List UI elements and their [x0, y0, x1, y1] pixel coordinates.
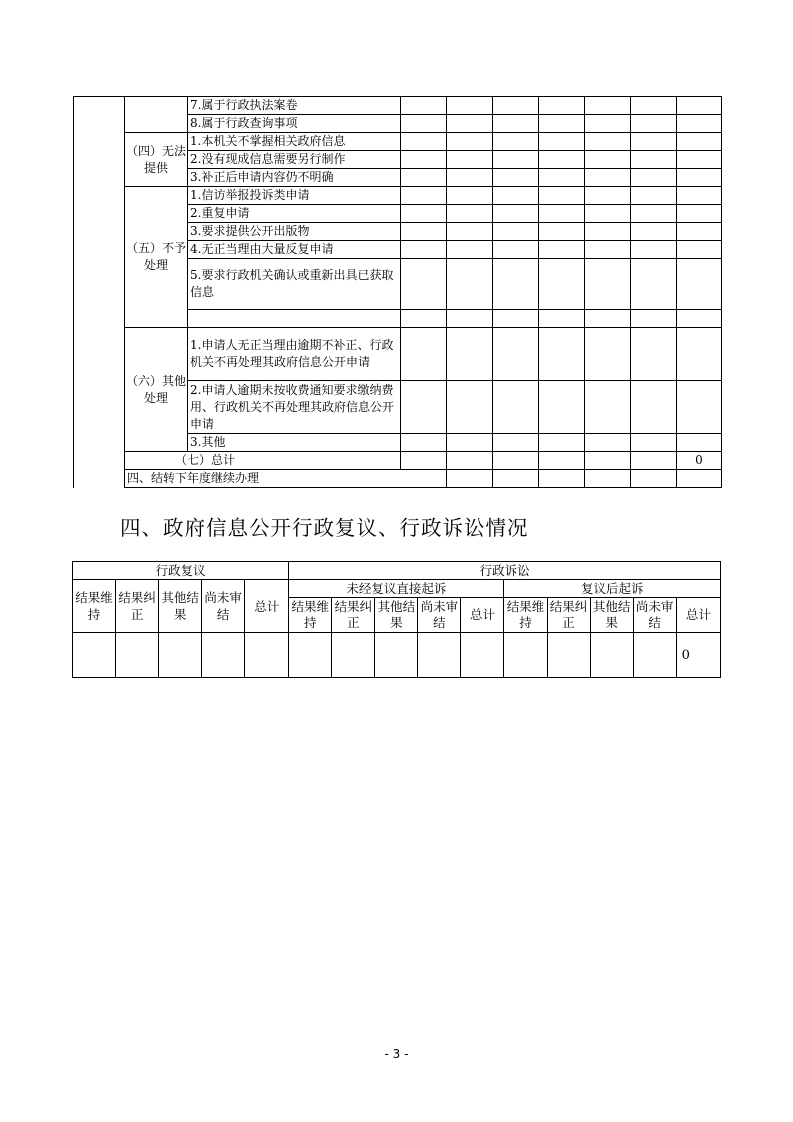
col-header: 结果纠正: [116, 580, 159, 633]
row-label: 2.重复申请: [188, 205, 401, 223]
section-title: 四、政府信息公开行政复议、行政诉讼情况: [120, 516, 529, 540]
row-label: 3.其他: [188, 434, 401, 452]
table-row: [74, 187, 722, 205]
col-header: 结果纠正: [332, 598, 375, 633]
col-header: 结果维持: [73, 580, 116, 633]
row-label: 7.属于行政执法案卷: [188, 97, 401, 115]
col-header: 尚未审结: [202, 580, 245, 633]
direct-suit-header: 未经复议直接起诉: [289, 580, 504, 598]
row-label: 3.要求提供公开出版物: [188, 223, 401, 241]
col-header: 结果纠正: [547, 598, 590, 633]
group-label: （六）其他处理: [125, 328, 188, 452]
review-header: 行政复议: [73, 562, 289, 580]
row-label: 1.本机关不掌握相关政府信息: [188, 133, 401, 151]
row-label: 3.补正后申请内容仍不明确: [188, 169, 401, 187]
litigation-total-value: 0: [676, 633, 720, 678]
carry-over-row: [74, 470, 722, 488]
litigation-header: 行政诉讼: [289, 562, 721, 580]
row-label: 1.信访举报投诉类申请: [188, 187, 401, 205]
table-cell: [74, 97, 125, 488]
col-header: 其他结果: [159, 580, 202, 633]
after-review-header: 复议后起诉: [504, 580, 721, 598]
col-header: 尚未审结: [633, 598, 676, 633]
table-row: [74, 133, 722, 151]
row-label: 4.无正当理由大量反复申请: [188, 241, 401, 259]
review-litigation-table: [72, 561, 721, 678]
row-label: 8.属于行政查询事项: [188, 115, 401, 133]
table-row: [74, 328, 722, 381]
total-value: 0: [677, 452, 722, 470]
col-header: 其他结果: [590, 598, 633, 633]
table-cell: [125, 97, 188, 133]
row-label: 5.要求行政机关确认或重新出具已获取信息: [188, 259, 401, 310]
col-header: 总计: [676, 598, 720, 633]
row-label: 2.申请人逾期未按收费通知要求缴纳费用、行政机关不再处理其政府信息公开申请: [188, 381, 401, 434]
table-row: [73, 580, 721, 598]
row-label: 2.没有现成信息需要另行制作: [188, 151, 401, 169]
application-handling-table: [73, 96, 722, 488]
total-label: （七）总计: [125, 452, 401, 470]
table-row: [73, 633, 721, 678]
carry-over-label: 四、结转下年度继续办理: [125, 470, 447, 488]
row-label: 1.申请人无正当理由逾期不补正、行政机关不再处理其政府信息公开申请: [188, 328, 401, 381]
col-header: 总计: [245, 580, 289, 633]
col-header: 结果维持: [504, 598, 547, 633]
page-number: - 3 -: [384, 1047, 409, 1061]
col-header: 总计: [461, 598, 504, 633]
col-header: 结果维持: [289, 598, 332, 633]
group-label: （五）不予处理: [125, 187, 188, 328]
col-header: 尚未审结: [418, 598, 461, 633]
group-label: （四）无法提供: [125, 133, 188, 187]
table-cell: [188, 310, 401, 328]
col-header: 其他结果: [375, 598, 418, 633]
total-row: [74, 452, 722, 470]
table-row: [73, 562, 721, 580]
table-row: [74, 97, 722, 115]
